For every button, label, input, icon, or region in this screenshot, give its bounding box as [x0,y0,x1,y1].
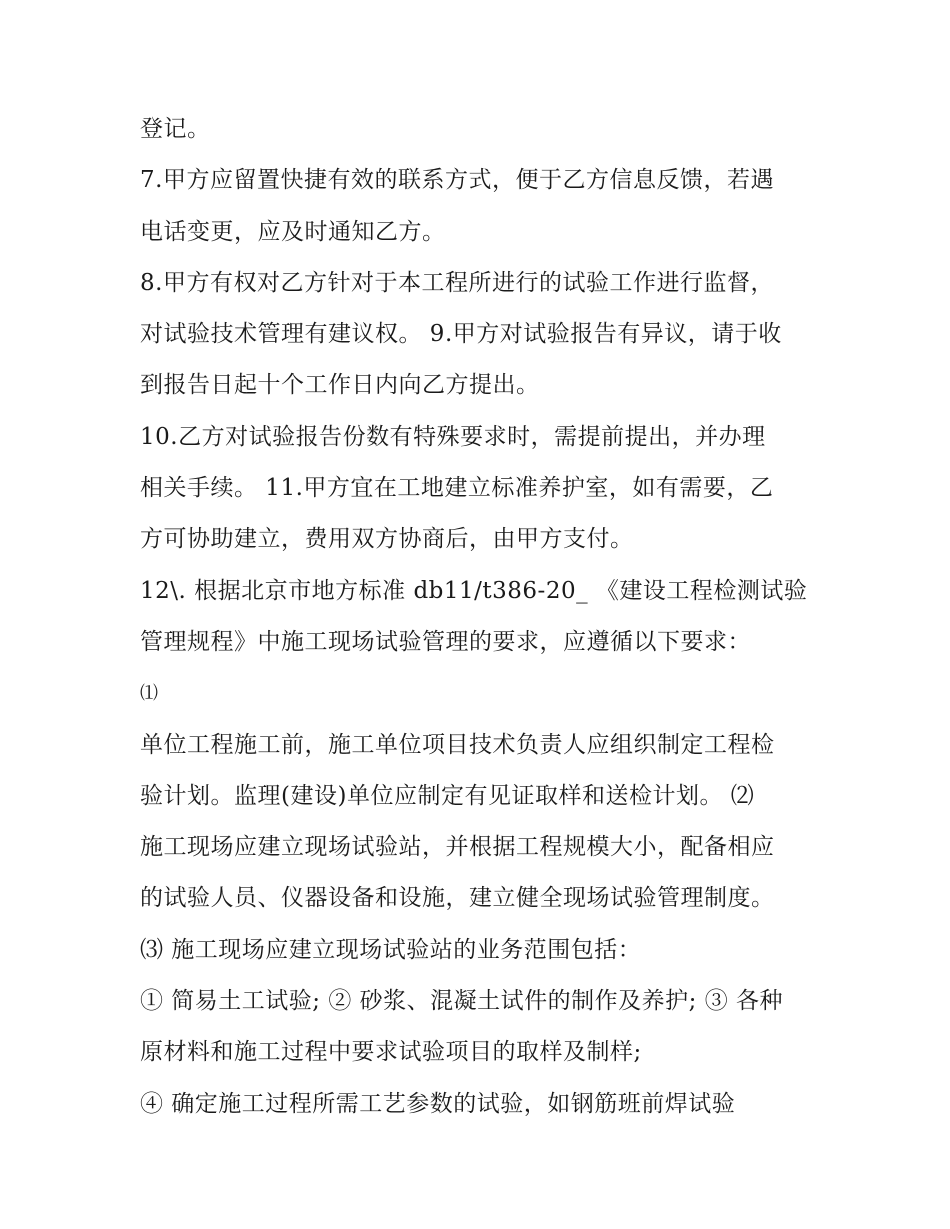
text-line-16: 的试验人员、仪器设备和设施，建立健全现场试验管理制度。 [140,885,775,912]
document-body [140,104,820,1130]
text-line-13: 单位工程施工前，施工单位项目技术负责人应组织制定工程检 [140,731,775,758]
text-line-4: 8.甲方有权对乙方针对于本工程所进行的试验工作进行监督， [140,269,774,296]
text-line-6: 到报告日起十个工作日内向乙方提出。 [140,372,540,399]
text-line-9: 方可协助建立，费用双方协商后，由甲方支付。 [140,526,634,553]
text-line-19: 原材料和施工过程中要求试验项目的取样及制样; [140,1039,642,1066]
text-line-12: ⑴ [140,683,159,705]
text-line-1: 登记。 [140,116,211,142]
text-line-3: 电话变更，应及时通知乙方。 [140,218,446,245]
text-line-5: 对试验技术管理有建议权。 9.甲方对试验报告有异议，请于收 [140,321,782,348]
text-line-8: 相关手续。 11.甲方宜在工地建立标准养护室，如有需要，乙 [140,475,774,502]
text-line-14: 验计划。监理(建设)单位应制定有见证取样和送检计划。 ⑵ [140,782,755,809]
text-line-2: 7.甲方应留置快捷有效的联系方式，便于乙方信息反馈，若遇 [140,167,774,194]
text-line-11: 管理规程》中施工现场试验管理的要求，应遵循以下要求： [140,628,751,655]
text-line-10: 12\. 根据北京市地方标准 db11/t386-20_ 《建设工程检测试验 [140,577,808,604]
text-line-18: ① 简易土工试验; ② 砂浆、混凝土试件的制作及养护; ③ 各种 [140,988,784,1015]
text-line-7: 10.乙方对试验报告份数有特殊要求时，需提前提出，并办理 [140,423,766,450]
text-line-15: 施工现场应建立现场试验站，并根据工程规模大小，配备相应 [140,834,775,861]
text-line-20: ④ 确定施工过程所需工艺参数的试验，如钢筋班前焊试验 [140,1090,736,1117]
text-line-17: ⑶ 施工现场应建立现场试验站的业务范围包括： [140,936,642,963]
